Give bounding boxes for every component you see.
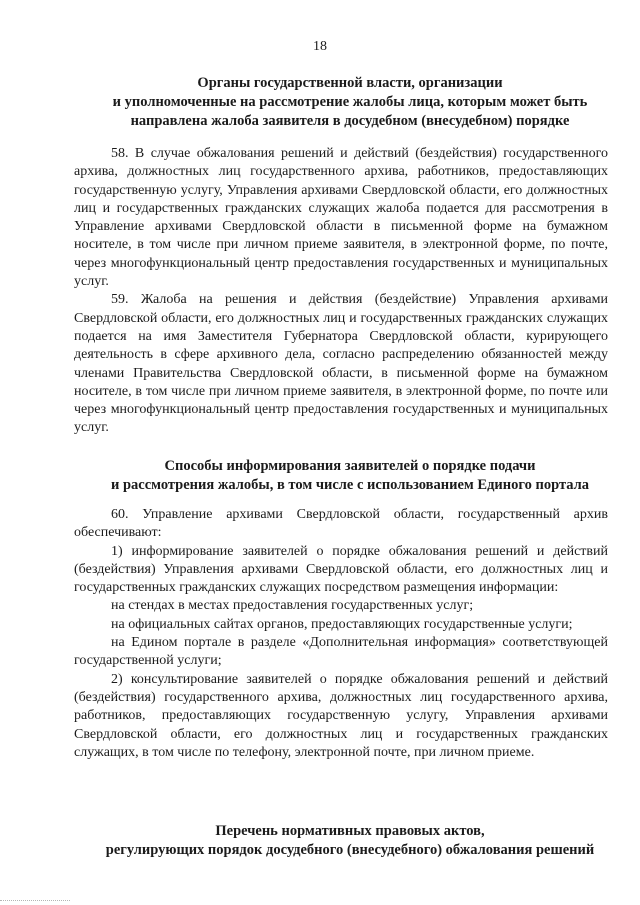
section-body-complaint-bodies xyxy=(74,145,608,438)
section-heading-regulatory-acts xyxy=(60,822,640,860)
section-heading-complaint-bodies xyxy=(60,74,640,131)
heading-line: и уполномоченные на рассмотрение жалобы лица, которым может быть xyxy=(112,94,588,110)
heading-line: и рассмотрения жалобы, в том числе с использованием Единого портала xyxy=(110,477,590,493)
list-item-consulting: 2) консультирование заявителей о порядке обжалования решений и действий (бездействия) государственного архива, должностных лиц государственного архива, работников, предоставляющих государственную услугу, Управления архивами Свердловской области, его должностных лиц и государственных гражданских служащих, в том числе по телефону, электронной почте, при личном приеме. xyxy=(74,671,608,760)
section-heading-informing-methods xyxy=(60,457,640,495)
paragraph-58: 58. В случае обжалования решений и действий (бездействия) государственного архива, должностных лиц государственного архива, работников, предоставляющих государственную услугу, Управления архивами Свердловской области, его должностных лиц и государственных гражданских служащих жалоба подается для рассмотрения в Управление архивами Свердловской области в письменной форме на бумажном носителе, в том числе при личном приеме заявителя, в электронной форме, по почте, через многофункциональный центр предоставления государственных и муниципальных услуг. xyxy=(74,146,608,290)
heading-line: Органы государственной власти, организации xyxy=(197,75,503,91)
list-item-official-sites: на официальных сайтах органов, предоставляющих государственные услуги; xyxy=(111,616,573,632)
heading-line: Перечень нормативных правовых актов, xyxy=(215,823,485,839)
heading-line: регулирующих порядок досудебного (внесудебного) обжалования решений xyxy=(105,842,595,858)
paragraph-59: 59. Жалоба на решения и действия (бездействие) Управления архивами Свердловской области, его должностных лиц и государственных гражданских служащих подается на имя Заместителя Губернатора Свердловской области, курирующего деятельность в сфере архивного дела, согласно распределению обязанностей между членами Правительства Свердловской области, в письменной форме на бумажном носителе, в том числе при личном приеме заявителя, в электронной форме, по почте или через многофункциональный центр предоставления государственных и муниципальных услуг. xyxy=(74,292,608,436)
section-body-informing-methods xyxy=(74,506,608,762)
list-item-unified-portal: на Едином портале в разделе «Дополнительная информация» соответствующей государственной услуги; xyxy=(74,635,608,669)
heading-line: направлена жалоба заявителя в досудебном (внесудебном) порядке xyxy=(130,113,570,129)
heading-line: Способы информирования заявителей о порядке подачи xyxy=(164,458,536,474)
list-item-stands: на стендах в местах предоставления государственных услуг; xyxy=(111,598,474,614)
scan-artifact-divider xyxy=(0,899,70,901)
page-number: 18 xyxy=(313,39,327,54)
paragraph-60: 60. Управление архивами Свердловской области, государственный архив обеспечивают: xyxy=(74,507,608,541)
list-item-informing: 1) информирование заявителей о порядке обжалования решений и действий (бездействия) Управления архивами Свердловской области, его должностных лиц и государственных гражданских служащих посредством размещения информации: xyxy=(74,543,608,596)
